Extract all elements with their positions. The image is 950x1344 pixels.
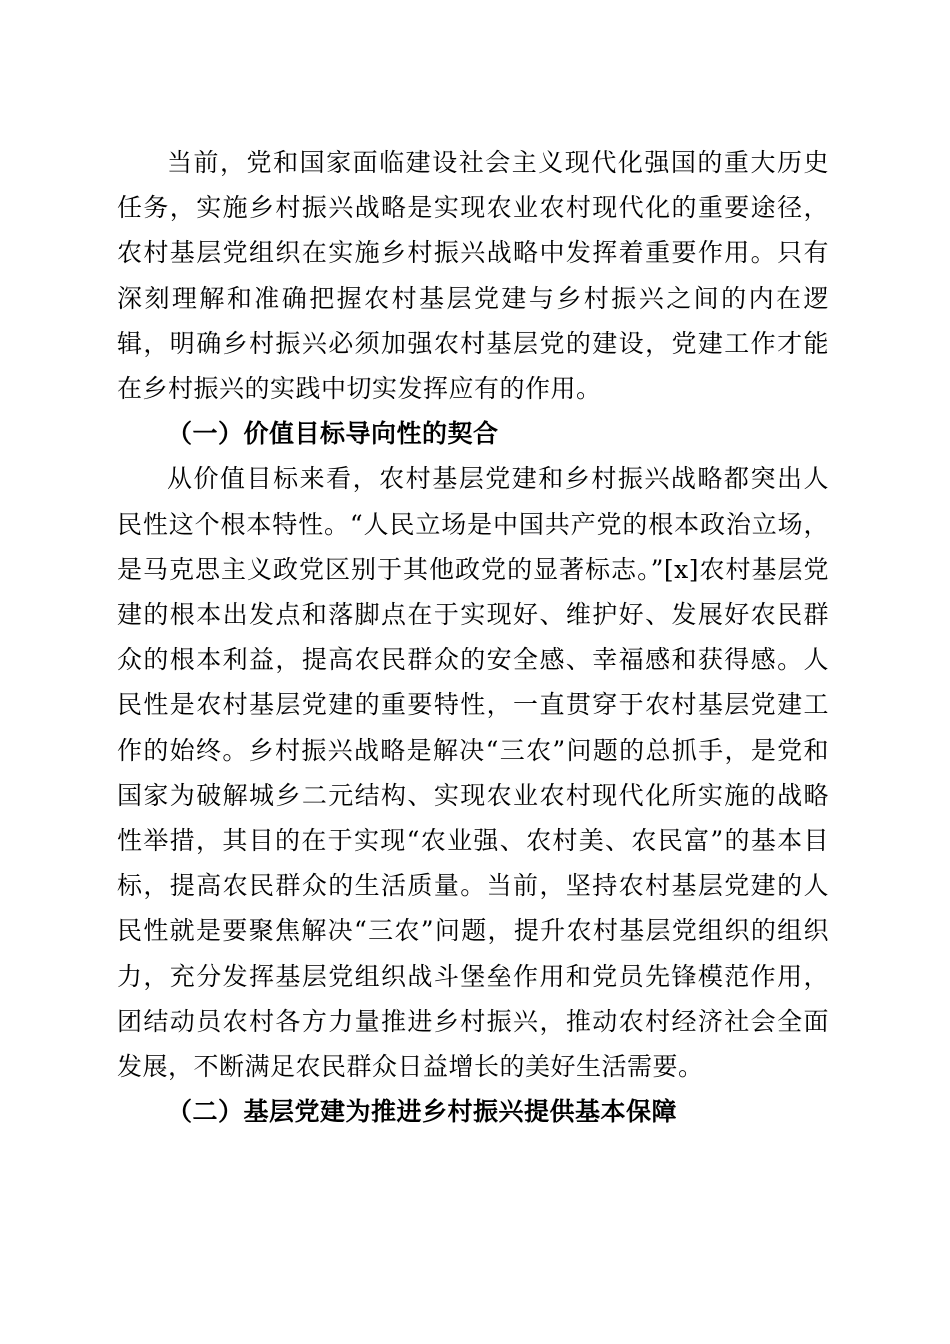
section-heading-1: （一）价值目标导向性的契合 [167, 419, 499, 449]
document-body [117, 140, 829, 1134]
value-goal-paragraph: 从价值目标来看，农村基层党建和乡村振兴战略都突出人民性这个根本特性。“人民立场是中国共产党的根本政治立场，是马克思主义政党区别于其他政党的显著标志。”[x]农村基层党建的根本出发点和落脚点在于实现好、维护好、发展好农民群众的根本利益，提高农民群众的安全感、幸福感和获得感。人民性是农村基层党建的重要特性，一直贯穿于农村基层党建工作的始终。乡村振兴战略是解决“三农”问题的总抓手，是党和国家为破解城乡二元结构、实现农业农村现代化所实施的战略性举措，其目的在于实现“农业强、农村美、农民富”的基本目标，提高农民群众的生活质量。当前，坚持农村基层党建的人民性就是要聚焦解决“三农”问题，提升农村基层党组织的组织力，充分发挥基层党组织战斗堡垒作用和党员先锋模范作用，团结动员农村各方力量推进乡村振兴，推动农村经济社会全面发展，不断满足农民群众日益增长的美好生活需要。 [117, 464, 829, 1082]
section-heading-2: （二）基层党建为推进乡村振兴提供基本保障 [167, 1097, 678, 1127]
intro-paragraph: 当前，党和国家面临建设社会主义现代化强国的重大历史任务，实施乡村振兴战略是实现农业农村现代化的重要途径，农村基层党组织在实施乡村振兴战略中发挥着重要作用。只有深刻理解和准确把握农村基层党建与乡村振兴之间的内在逻辑，明确乡村振兴必须加强农村基层党的建设，党建工作才能在乡村振兴的实践中切实发挥应有的作用。 [117, 148, 829, 404]
